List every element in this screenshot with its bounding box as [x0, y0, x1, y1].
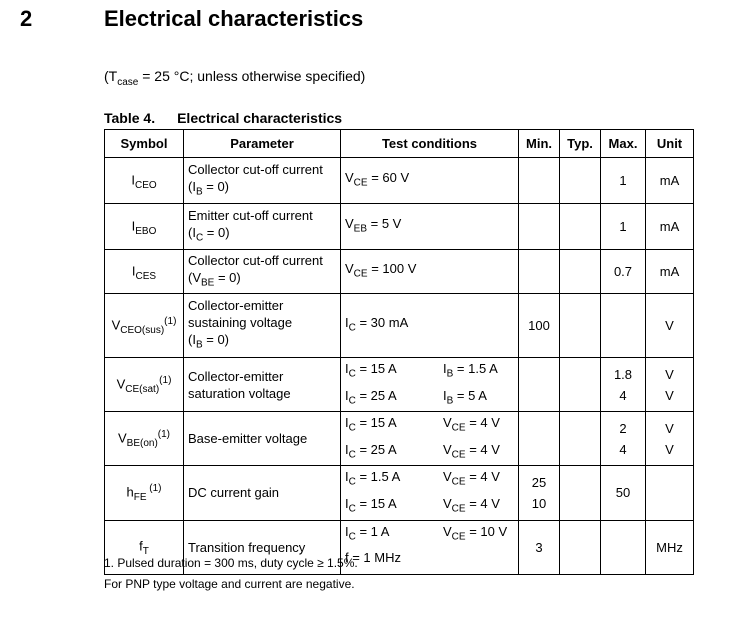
parameter-line: DC current gain	[188, 485, 280, 501]
test-condition-text: V	[443, 495, 452, 511]
parameter-condition	[188, 331, 336, 354]
test-condition-text: I	[345, 361, 349, 376]
symbol-sub: CEO(sus)	[120, 324, 165, 336]
parameter-condition-sub: B	[195, 339, 203, 351]
footnote-1: 1. Pulsed duration = 300 ms, duty cycle ≥ 1.5%.	[104, 556, 358, 570]
unit-cell	[646, 250, 694, 294]
parameter-condition	[188, 178, 336, 201]
test-condition-value: = 4 V	[465, 415, 500, 431]
test-condition-sub: B	[446, 395, 454, 407]
table-row	[105, 204, 694, 250]
unit-cell-value: mA	[659, 264, 680, 279]
table-row	[105, 412, 694, 466]
unit-cell	[646, 294, 694, 358]
max-cell	[601, 204, 646, 250]
typ-cell	[560, 204, 601, 250]
test-condition-value: = 5 A	[453, 387, 487, 403]
test-condition-text: I	[345, 495, 349, 511]
header-test-conditions: Test conditions	[341, 130, 519, 158]
test-condition-sub: CE	[451, 476, 466, 488]
parameter-line: Collector cut-off current	[188, 252, 323, 268]
test-condition-sub: CE	[353, 268, 368, 280]
min-cell	[519, 412, 560, 466]
test-condition-value: = 1 A	[355, 523, 390, 539]
test-condition-text: I	[443, 387, 447, 403]
parameter-cell	[184, 250, 341, 294]
unit-cell	[646, 466, 694, 520]
symbol-main: I	[131, 217, 136, 233]
test-condition-sub: C	[348, 449, 356, 461]
test-condition-sub: C	[348, 395, 356, 407]
test-condition	[345, 547, 443, 574]
test-conditions-cell	[341, 412, 519, 466]
min-cell	[519, 250, 560, 294]
parameter-line: saturation voltage	[188, 385, 291, 401]
table-label: Table 4.	[104, 110, 156, 126]
test-condition	[345, 213, 443, 240]
test-condition-sub: CE	[353, 177, 368, 189]
test-condition-value: = 4 V	[465, 469, 500, 485]
test-condition-value: = 100 V	[367, 261, 417, 277]
typ-cell	[560, 412, 601, 466]
section-number: 2	[20, 6, 33, 31]
symbol-note: (1)	[146, 483, 162, 494]
test-conditions-cell	[341, 204, 519, 250]
test-condition-value: = 5 V	[367, 216, 402, 232]
test-condition-value: = 1.5 A	[453, 361, 498, 376]
test-condition-text: I	[345, 415, 349, 431]
test-condition-sub: C	[348, 322, 356, 334]
test-condition	[345, 358, 443, 385]
parameter-cell	[184, 158, 341, 204]
symbol-main: f	[139, 538, 143, 554]
typ-cell	[560, 158, 601, 204]
unit-cell	[646, 412, 694, 466]
symbol-sub: CEO	[134, 179, 157, 191]
test-condition	[345, 493, 443, 520]
test-condition	[345, 167, 443, 194]
test-condition	[345, 312, 443, 339]
table-row	[105, 358, 694, 412]
parameter-condition	[188, 269, 336, 292]
table-row	[105, 250, 694, 294]
symbol-main: V	[111, 316, 121, 332]
max-cell-value: 0.7	[613, 264, 633, 279]
test-conditions-cell	[341, 250, 519, 294]
test-condition-sub: C	[348, 368, 356, 380]
table-caption	[104, 110, 342, 126]
symbol-sub: BE(on)	[126, 437, 158, 449]
min-cell	[519, 294, 560, 358]
symbol-cell	[105, 158, 184, 204]
parameter-condition-sub: C	[195, 232, 204, 244]
unit-cell-value: V	[665, 441, 674, 457]
parameter-line: sustaining voltage	[188, 315, 293, 331]
max-cell-value: 50	[615, 485, 631, 501]
header-min: Min.	[519, 130, 560, 158]
symbol-main: V	[116, 375, 126, 391]
parameter-condition-sub: BE	[201, 277, 215, 289]
test-condition-value: = 4 V	[465, 441, 500, 457]
test-condition-sub: CE	[451, 503, 466, 515]
test-condition-text: I	[345, 523, 349, 539]
max-cell	[601, 466, 646, 520]
max-cell-value: 4	[619, 441, 627, 457]
max-cell-value: 2	[619, 420, 627, 436]
test-condition-value: = 10 V	[465, 523, 508, 539]
max-cell	[601, 294, 646, 358]
test-condition-text: V	[345, 170, 354, 186]
section-title: Electrical characteristics	[104, 6, 364, 31]
test-condition	[345, 258, 443, 285]
symbol-main: V	[117, 430, 127, 446]
test-conditions-cell	[341, 358, 519, 412]
table-row	[105, 158, 694, 204]
test-condition	[345, 385, 443, 412]
test-condition-value: = 1.5 A	[355, 469, 401, 485]
test-conditions-cell	[341, 294, 519, 358]
table-name: Electrical characteristics	[177, 110, 343, 126]
test-condition-value: = 15 A	[355, 361, 397, 376]
symbol-sub: CE(sat)	[125, 383, 160, 395]
parameter-cell	[184, 412, 341, 466]
unit-cell-value: V	[665, 318, 674, 333]
footnote-2: For PNP type voltage and current are negative.	[104, 577, 355, 591]
max-cell-value: 1.8	[613, 366, 633, 382]
min-cell-value: 100	[528, 318, 550, 333]
symbol-cell	[105, 250, 184, 294]
test-condition-value: = 60 V	[367, 170, 410, 186]
test-condition-sub: CE	[451, 531, 466, 543]
test-conditions-cell	[341, 158, 519, 204]
parameter-cell	[184, 358, 341, 412]
parameter-line: Collector-emitter	[188, 368, 284, 384]
test-condition-text: I	[345, 441, 349, 457]
parameter-cell	[184, 466, 341, 520]
parameter-condition-text: (I	[188, 332, 196, 348]
max-cell-value: 1	[619, 219, 627, 234]
parameter-condition-text: (V	[188, 269, 201, 285]
test-condition	[345, 412, 443, 439]
min-cell	[519, 358, 560, 412]
test-condition	[443, 412, 500, 439]
test-condition-sub: CE	[451, 422, 466, 434]
parameter-condition-sub: B	[195, 186, 203, 198]
test-condition-value: = 4 V	[465, 495, 500, 511]
electrical-characteristics-table	[104, 129, 694, 575]
test-condition	[443, 385, 487, 412]
header-max: Max.	[601, 130, 646, 158]
parameter-cell	[184, 294, 341, 358]
typ-cell	[560, 466, 601, 520]
max-cell	[601, 358, 646, 412]
typ-cell	[560, 520, 601, 574]
typ-cell	[560, 294, 601, 358]
test-condition-value: = 30 mA	[355, 315, 409, 331]
symbol-sub: T	[142, 546, 149, 558]
test-condition-text: V	[345, 261, 354, 277]
unit-cell-value: mA	[659, 219, 680, 234]
parameter-condition-value: = 0)	[202, 332, 229, 348]
symbol-sub: FE	[133, 491, 147, 503]
parameter-condition-text: (I	[188, 224, 196, 240]
parameter-condition-value: = 0)	[214, 269, 241, 285]
test-condition-text: I	[345, 469, 349, 485]
unit-cell	[646, 158, 694, 204]
test-condition-sub: B	[446, 368, 454, 380]
conditions-note: ($T_{case} = 25$ °C; unless otherwise specified)	[104, 68, 366, 88]
min-cell	[519, 466, 560, 520]
table-row	[105, 466, 694, 520]
test-condition-sub: C	[348, 531, 356, 543]
min-cell	[519, 520, 560, 574]
test-condition-sub: C	[348, 422, 356, 434]
parameter-line: Transition frequency	[188, 539, 306, 555]
test-condition-value: = 15 A	[355, 495, 397, 511]
test-condition	[443, 493, 500, 520]
header-row	[105, 130, 694, 158]
max-cell-value: 4	[619, 387, 627, 403]
test-condition-text: V	[443, 441, 452, 457]
symbol-main: I	[131, 262, 136, 278]
parameter-line: Collector cut-off current	[188, 161, 323, 177]
max-cell	[601, 412, 646, 466]
test-condition-text: V	[443, 415, 452, 431]
typ-cell	[560, 250, 601, 294]
symbol-sub: CES	[135, 270, 157, 282]
test-condition-text: V	[345, 216, 354, 232]
symbol-sub: EBO	[135, 225, 157, 237]
test-condition-sub: CE	[451, 449, 466, 461]
max-cell-value: 1	[619, 173, 627, 188]
header-parameter: Parameter	[184, 130, 341, 158]
max-cell	[601, 250, 646, 294]
parameter-condition-value: = 0)	[203, 224, 230, 240]
parameter-line: Collector-emitter	[188, 298, 284, 314]
header-symbol: Symbol	[105, 130, 184, 158]
test-condition-text: f = 1 MHz	[345, 550, 401, 566]
symbol-main: h	[126, 484, 134, 500]
test-condition	[443, 521, 507, 548]
header-unit: Unit	[646, 130, 694, 158]
unit-cell-value: MHz	[656, 539, 683, 555]
test-condition	[345, 439, 443, 466]
test-condition-text: V	[443, 523, 452, 539]
test-condition-value: = 25 A	[355, 387, 397, 403]
test-condition-value: = 15 A	[355, 415, 397, 431]
min-cell	[519, 204, 560, 250]
symbol-main: I	[131, 171, 135, 187]
symbol-cell	[105, 466, 184, 520]
test-condition	[345, 521, 443, 548]
max-cell	[601, 520, 646, 574]
symbol-cell	[105, 358, 184, 412]
typ-cell	[560, 358, 601, 412]
parameter-line: Emitter cut-off current	[188, 207, 313, 223]
unit-cell	[646, 520, 694, 574]
min-cell-value: 10	[531, 495, 547, 511]
unit-cell-value: mA	[659, 173, 680, 188]
symbol-cell	[105, 294, 184, 358]
min-cell-value: 25	[531, 474, 547, 490]
test-condition	[443, 466, 500, 493]
parameter-condition	[188, 224, 336, 247]
unit-cell	[646, 358, 694, 412]
test-condition	[345, 466, 443, 493]
test-condition-text: I	[345, 315, 349, 331]
test-condition-value: = 25 A	[355, 441, 397, 457]
symbol-note: (1)	[157, 428, 171, 440]
symbol-cell	[105, 204, 184, 250]
test-condition-sub: C	[348, 503, 356, 515]
min-cell-value: 3	[535, 539, 543, 555]
parameter-condition-text: (I	[188, 178, 196, 194]
min-cell	[519, 158, 560, 204]
test-condition-sub: EB	[353, 223, 368, 235]
header-typ: Typ.	[560, 130, 601, 158]
parameter-line: Base-emitter voltage	[188, 431, 308, 447]
test-condition-text: V	[443, 469, 452, 485]
max-cell	[601, 158, 646, 204]
unit-cell-value: V	[665, 420, 674, 436]
test-condition-text: I	[443, 361, 447, 376]
parameter-cell	[184, 204, 341, 250]
test-conditions-cell	[341, 520, 519, 574]
test-condition	[443, 439, 500, 466]
test-condition-text: I	[345, 387, 349, 403]
symbol-note: (1)	[159, 374, 172, 386]
symbol-cell	[105, 412, 184, 466]
unit-cell-value: V	[665, 387, 674, 403]
unit-cell	[646, 204, 694, 250]
unit-cell-value: V	[665, 366, 674, 382]
test-condition	[443, 358, 498, 385]
parameter-condition-value: = 0)	[202, 178, 229, 194]
test-conditions-cell	[341, 466, 519, 520]
table-row	[105, 294, 694, 358]
test-condition-sub: C	[348, 476, 356, 488]
symbol-note: (1)	[164, 315, 177, 327]
